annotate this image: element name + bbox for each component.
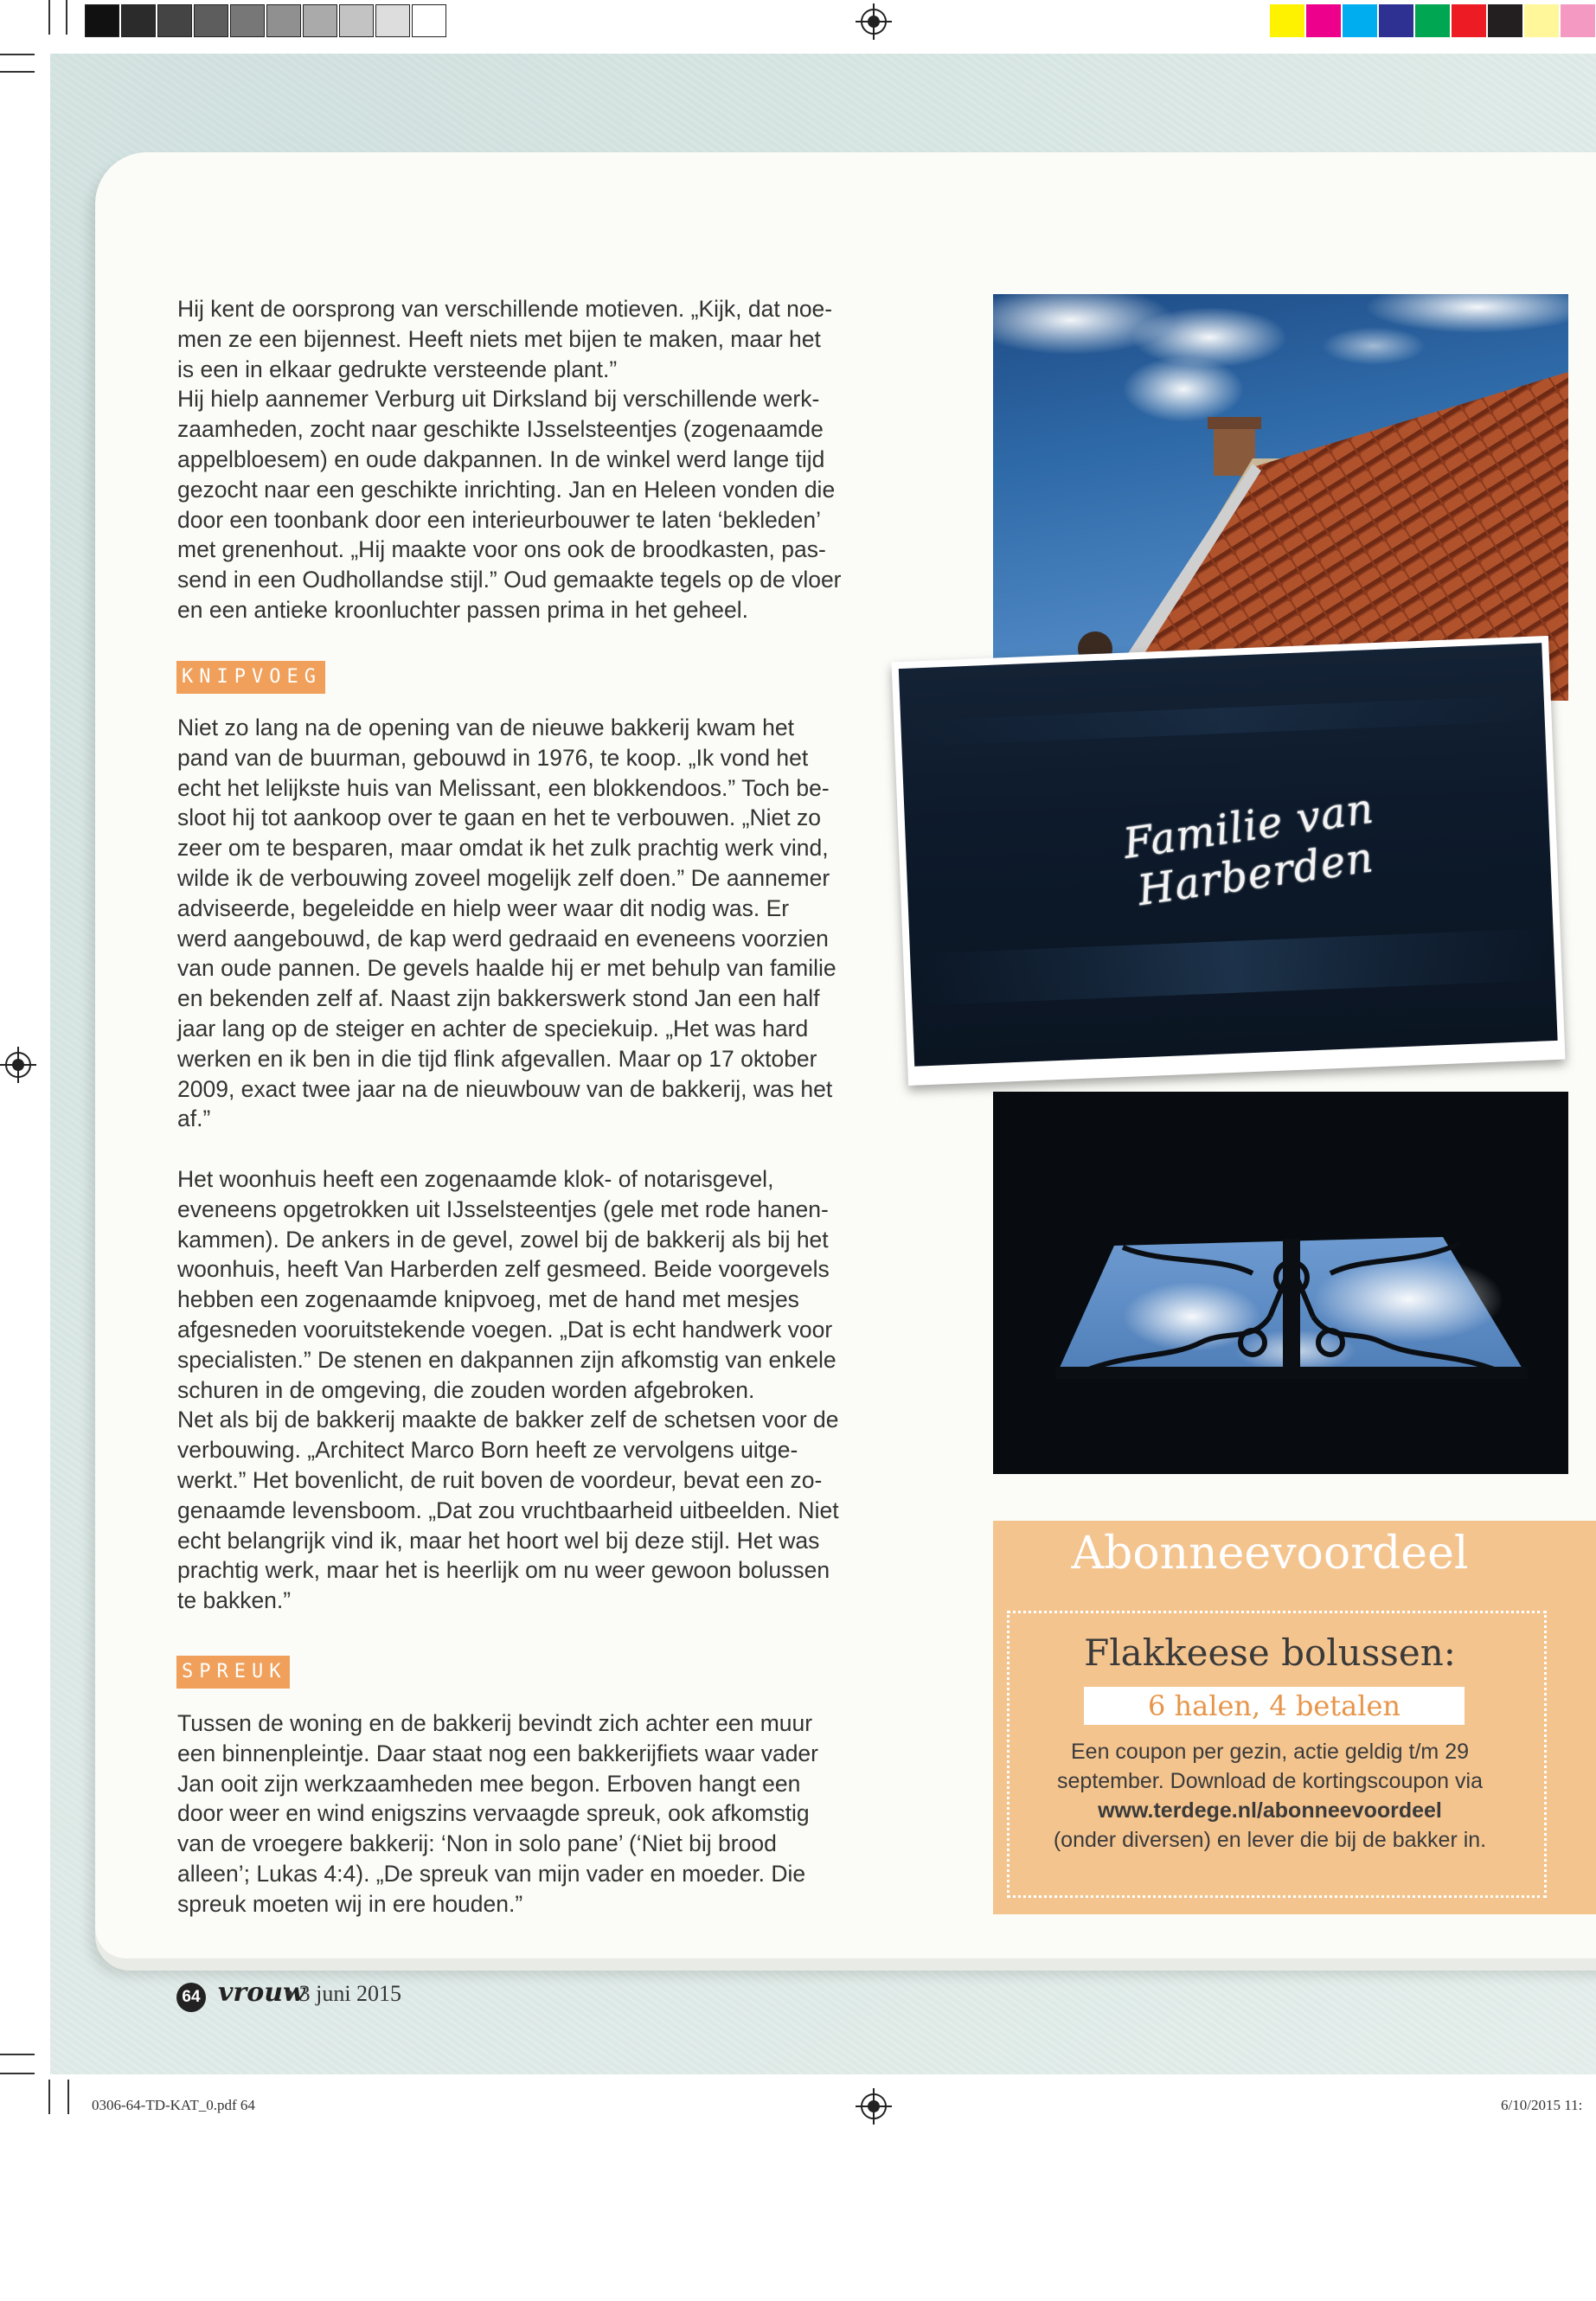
text-line: af.” xyxy=(177,1106,211,1132)
crop-mark xyxy=(0,71,35,73)
text-line: verbouwing. „Architect Marco Born heeft ze vervolgens uitge- xyxy=(177,1437,798,1464)
color-swatch xyxy=(1270,4,1304,37)
text-line: sloot hij tot aankoop over te gaan en het te verbouwen. „Niet zo xyxy=(177,804,821,831)
text-line: zaamheden, zocht naar geschikte IJsselsteentjes (zogenaamde xyxy=(177,416,824,443)
fanlight-illustration xyxy=(993,1092,1568,1474)
color-swatch-bar xyxy=(1270,4,1596,39)
sign-photo xyxy=(891,636,1565,1086)
text-line: specialisten.” De stenen en dakpannen zijn afkomstig van enkele xyxy=(177,1346,836,1373)
promo-body-line: (onder diversen) en lever die bij de bakker in. xyxy=(1053,1828,1487,1852)
gray-swatch-bar xyxy=(85,4,476,39)
text-line: van oude pannen. De gevels haalde hij er met behulp van familie xyxy=(177,955,836,982)
crop-mark xyxy=(0,54,35,55)
family-name-sign-text: Familie van Harberden xyxy=(1120,784,1377,916)
text-line: eveneens opgetrokken uit IJsselsteentjes (gele met rode hanen- xyxy=(177,1195,829,1222)
text-line: Niet zo lang na de opening van de nieuwe bakkerij kwam het xyxy=(177,715,795,740)
text-line: afgesneden vooruitstekende voegen. „Dat is echt handwerk voor xyxy=(177,1316,833,1343)
text-line: appelbloesem) en oude dakpannen. In de winkel werd lange tijd xyxy=(177,445,825,472)
text-line: men ze een bijennest. Heeft niets met bijen te maken, maar het xyxy=(177,325,821,352)
issue-date: • 3 juni 2015 xyxy=(285,1981,402,2006)
gray-swatch xyxy=(303,4,337,37)
text-line: woonhuis, heeft Van Harberden zelf gesmeed. Beide voorgevels xyxy=(177,1256,830,1283)
print-slug-timestamp: 6/10/2015 11: xyxy=(1501,2097,1583,2113)
text-line: gezocht naar een geschikte inrichting. Jan en Heleen vonden die xyxy=(177,476,836,503)
text-line: adviseerde, begeleidde en hielp weer waar dit nodig was. Er xyxy=(177,894,790,921)
gray-swatch xyxy=(412,4,446,37)
promo-body-line: Een coupon per gezin, actie geldig t/m 29 xyxy=(1070,1740,1470,1764)
crop-mark xyxy=(67,2080,69,2114)
text-line: echt het lelijkste huis van Melissant, een blokkendoos.” Toch be- xyxy=(177,774,830,801)
text-line: met grenenhout. „Hij maakte voor ons ook de broodkasten, pas- xyxy=(177,536,826,563)
text-line: van de vroegere bakkerij: ‘Non in solo pane’ (‘Niet bij brood xyxy=(177,1830,777,1857)
article-paragraph-3 xyxy=(177,1164,869,1616)
gray-swatch xyxy=(230,4,265,37)
text-line: pand van de buurman, gebouwd in 1976, te koop. „Ik vond het xyxy=(177,744,809,771)
color-swatch xyxy=(1379,4,1413,37)
text-line: jaar lang op de steiger en achter de speciekuip. „Het was hard xyxy=(177,1015,809,1042)
text-line: 2009, exact twee jaar na de nieuwbouw van de bakkerij, was het xyxy=(177,1075,833,1102)
sign-photo-image xyxy=(899,643,1558,1066)
color-swatch xyxy=(1306,4,1341,37)
color-swatch xyxy=(1452,4,1486,37)
text-line: is een in elkaar gedrukte versteende plant.” xyxy=(177,356,618,382)
color-swatch xyxy=(1415,4,1450,37)
gray-swatch xyxy=(157,4,192,37)
promo-url[interactable]: www.terdege.nl/abonneevoordeel xyxy=(1098,1798,1442,1823)
article-paragraph-4 xyxy=(177,1708,869,1920)
page-number-badge: 64 xyxy=(176,1983,206,2012)
text-line: send in een Oudhollandse stijl.” Oud gemaakte tegels op de vloer xyxy=(177,567,842,593)
gray-swatch xyxy=(339,4,374,37)
gray-swatch xyxy=(85,4,119,37)
text-line: Tussen de woning en de bakkerij bevindt zich achter een muur xyxy=(177,1710,813,1736)
text-line: Het woonhuis heeft een zogenaamde klok- of notarisgevel, xyxy=(177,1166,774,1192)
text-line: door weer en wind enigszins vervaagde spreuk, ook afkomstig xyxy=(177,1800,810,1827)
gray-swatch xyxy=(375,4,410,37)
gray-swatch xyxy=(194,4,228,37)
promo-body xyxy=(993,1737,1547,1855)
text-line: spreuk moeten wij in ere houden.” xyxy=(177,1890,523,1917)
crop-mark xyxy=(66,0,67,35)
color-swatch xyxy=(1488,4,1522,37)
magazine-brand: vrouw xyxy=(218,1977,305,2008)
color-swatch xyxy=(1524,4,1559,37)
text-line: kammen). De ankers in de gevel, zowel bij de bakkerij als bij het xyxy=(177,1226,829,1253)
window-photo xyxy=(993,1092,1568,1474)
text-line: hebben een zogenaamde knipvoeg, met de hand met mesjes xyxy=(177,1286,799,1313)
sign-photo-frame xyxy=(900,649,1566,1099)
text-line: Hij kent de oorsprong van verschillende motieven. „Kijk, dat noe- xyxy=(177,296,833,322)
crop-mark xyxy=(48,2080,50,2114)
gray-swatch xyxy=(266,4,301,37)
crop-mark xyxy=(0,2054,35,2055)
registration-mark-icon xyxy=(5,1052,31,1078)
crop-mark xyxy=(0,2073,35,2074)
text-line: werd aangebouwd, de kap werd gedraaid en eveneens voorzien xyxy=(177,925,829,952)
promo-body-line: september. Download de kortingscoupon via xyxy=(1057,1769,1483,1793)
article-paragraph-2 xyxy=(177,713,869,1134)
promo-heading: Abonneevoordeel xyxy=(1071,1528,1469,1580)
color-swatch xyxy=(1561,4,1595,37)
color-swatch xyxy=(1343,4,1377,37)
text-line: een binnenpleintje. Daar staat nog een bakkerijfiets waar vader xyxy=(177,1740,818,1766)
text-line: en bekenden zelf af. Naast zijn bakkerswerk stond Jan een half xyxy=(177,985,820,1012)
registration-mark-icon xyxy=(861,9,887,35)
promo-subtitle: 6 halen, 4 betalen xyxy=(1084,1687,1465,1725)
subscriber-offer-box xyxy=(993,1521,1596,1914)
promo-title: Flakkeese bolussen: xyxy=(1084,1631,1456,1674)
section-tag-knipvoeg: KNIPVOEG xyxy=(176,661,325,694)
text-line: werkt.” Het bovenlicht, de ruit boven de voordeur, bevat een zo- xyxy=(177,1466,823,1493)
text-line: wilde ik de verbouwing zoveel mogelijk zelf doen.” De aannemer xyxy=(177,864,830,891)
text-line: werken en ik ben in die tijd flink afgevallen. Maar op 17 oktober xyxy=(177,1045,817,1072)
text-line: prachtig werk, maar het is heerlijk om nu weer gewoon bolussen xyxy=(177,1557,830,1584)
text-line: te bakken.” xyxy=(177,1587,292,1614)
text-line: door een toonbank door een interieurbouwer te laten ‘bekleden’ xyxy=(177,506,822,533)
text-line: en een antieke kroonluchter passen prima in het geheel. xyxy=(177,596,748,623)
registration-mark-icon xyxy=(861,2093,887,2119)
text-line: genaamde levensboom. „Dat zou vruchtbaarheid uitbeelden. Niet xyxy=(177,1497,839,1523)
text-line: Hij hielp aannemer Verburg uit Dirksland bij verschillende werk- xyxy=(177,386,820,413)
text-line: Jan ooit zijn werkzaamheden mee begon. Erboven hangt een xyxy=(177,1770,801,1797)
text-line: Net als bij de bakkerij maakte de bakker zelf de schetsen voor de xyxy=(177,1407,839,1433)
text-line: schuren in de omgeving, die zouden worden afgebroken. xyxy=(177,1376,755,1403)
article-paragraph-1 xyxy=(177,294,869,625)
gray-swatch xyxy=(121,4,156,37)
crop-mark xyxy=(48,0,50,35)
text-line: alleen’; Lukas 4:4). „De spreuk van mijn vader en moeder. Die xyxy=(177,1860,806,1887)
text-line: zeer om te besparen, maar omdat ik het zulk prachtig werk vind, xyxy=(177,835,829,862)
text-line: echt belangrijk vind ik, maar het hoort wel bij deze stijl. Het was xyxy=(177,1527,820,1554)
promo-url-link[interactable] xyxy=(993,1796,1547,1825)
print-slug-file: 0306-64-TD-KAT_0.pdf 64 xyxy=(92,2097,255,2113)
section-tag-spreuk: SPREUK xyxy=(176,1656,290,1689)
